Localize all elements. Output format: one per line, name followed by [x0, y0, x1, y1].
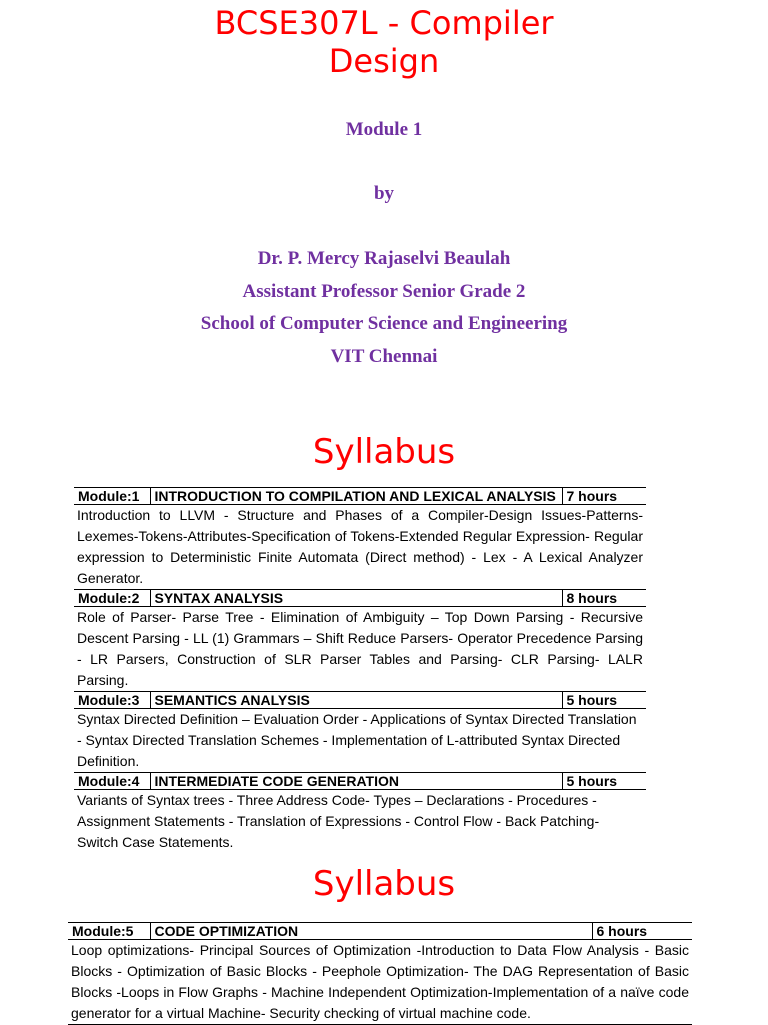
module-name: SEMANTICS ANALYSIS — [150, 692, 562, 709]
module-name: CODE OPTIMIZATION — [150, 923, 592, 940]
by-label: by — [373, 183, 395, 204]
syllabus-table-2 — [68, 922, 692, 1025]
module-number: Module:4 — [74, 773, 150, 790]
module-hours: 5 hours — [562, 773, 646, 790]
title-line-1: BCSE307L - Compiler — [214, 4, 554, 42]
module-content: Loop optimizations- Principal Sources of Optimization -Introduction to Data Flow Analysis - Basic Blocks - Optimization of Basic Blocks - Peephole Optimization- The DAG Representation of Basic Blocks -Loops in Flow Graphs - Machine Independent Optimization-Implementation of a naïve code generator for a virtual Machine- Security checking of virtual machine code. — [68, 940, 692, 1025]
author-name: Dr. P. Mercy Rajaselvi Beaulah — [257, 248, 511, 269]
module-hours: 7 hours — [562, 488, 646, 505]
module-number: Module:3 — [74, 692, 150, 709]
module-content-row — [68, 940, 692, 1025]
module-name: SYNTAX ANALYSIS — [150, 590, 562, 607]
module-name: INTERMEDIATE CODE GENERATION — [150, 773, 562, 790]
module-number: Module:2 — [74, 590, 150, 607]
module-header-row — [74, 692, 646, 709]
syllabus-heading: Syllabus — [312, 432, 456, 472]
module-content-row — [74, 709, 646, 773]
module-content: Syntax Directed Definition – Evaluation Order - Applications of Syntax Directed Translation - Syntax Directed Translation Schemes - Implementation of L-attributed Syntax Directed Definition. — [74, 709, 646, 773]
module-number: Module:1 — [74, 488, 150, 505]
author-school: School of Computer Science and Engineering — [200, 313, 568, 334]
module-content-row — [74, 607, 646, 692]
module-header-row — [74, 773, 646, 790]
module-name: INTRODUCTION TO COMPILATION AND LEXICAL ANALYSIS — [150, 488, 562, 505]
module-content-row — [74, 505, 646, 590]
module-hours: 6 hours — [592, 923, 692, 940]
module-hours: 5 hours — [562, 692, 646, 709]
module-header-row — [68, 923, 692, 940]
syllabus-heading-2: Syllabus — [312, 864, 456, 904]
syllabus-table — [74, 487, 646, 853]
module-content: Role of Parser- Parse Tree - Elimination of Ambiguity – Top Down Parsing - Recursive Descent Parsing - LL (1) Grammars – Shift Reduce Parsers- Operator Precedence Parsing - LR Parsers, Construction of SLR Parser Tables and Parsing- CLR Parsing- LALR Parsing. — [74, 607, 646, 692]
module-number: Module:5 — [68, 923, 150, 940]
author-designation: Assistant Professor Senior Grade 2 — [242, 281, 526, 302]
title-line-2: Design — [328, 42, 440, 80]
author-institution: VIT Chennai — [330, 346, 438, 367]
module-header-row — [74, 590, 646, 607]
module-label: Module 1 — [345, 119, 423, 140]
module-content: Variants of Syntax trees - Three Address Code- Types – Declarations - Procedures - Assignment Statements - Translation of Expressions - Control Flow - Back Patching- Switch Case Statements. — [74, 790, 646, 854]
module-hours: 8 hours — [562, 590, 646, 607]
module-header-row — [74, 488, 646, 505]
module-content-row — [74, 790, 646, 854]
document-title — [0, 4, 768, 80]
module-content: Introduction to LLVM - Structure and Phases of a Compiler-Design Issues-Patterns-Lexemes-Tokens-Attributes-Specification of Tokens-Extended Regular Expression- Regular expression to Deterministic Finite Automata (Direct method) - Lex - A Lexical Analyzer Generator. — [74, 505, 646, 590]
